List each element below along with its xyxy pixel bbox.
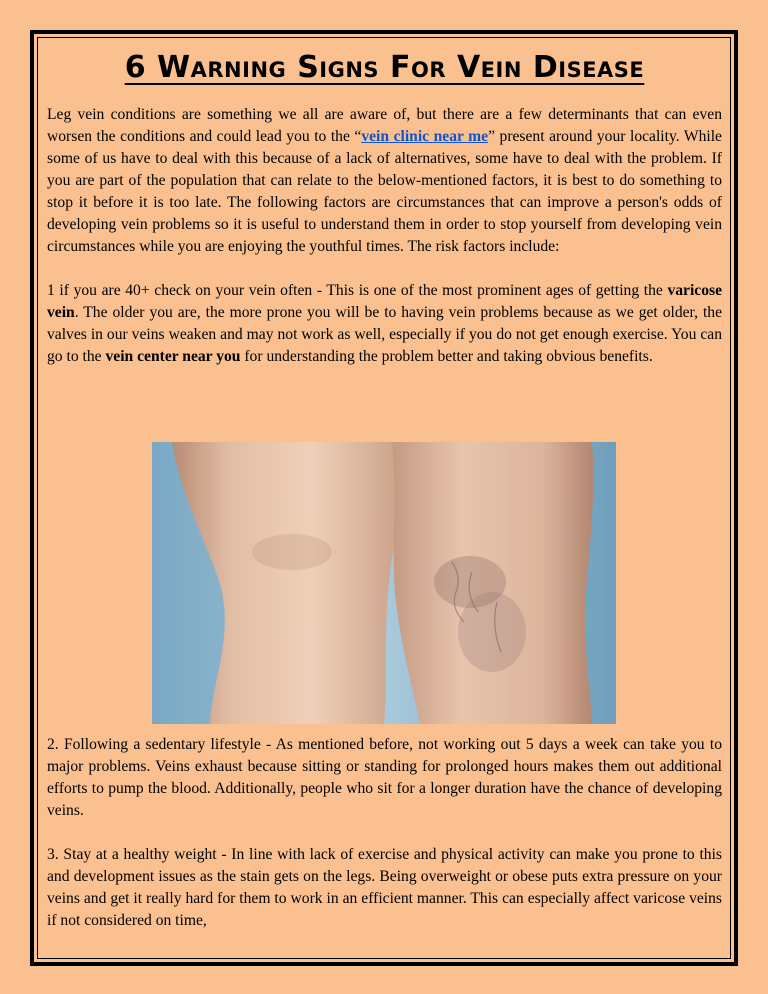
legs-illustration (152, 442, 616, 724)
vein-clinic-link[interactable]: vein clinic near me (361, 128, 489, 145)
document-title: 6 Warning Signs For Vein Disease (124, 50, 645, 85)
point-1-bold-vein-center: vein center near you (105, 348, 241, 365)
point-1-text-a: 1 if you are 40+ check on your vein often - This is one of the most prominent ages of getting the (47, 282, 668, 299)
point-3-paragraph: 3. Stay at a healthy weight - In line with lack of exercise and physical activity can make you prone to this and development issues as the stain gets on the legs. Being overweight or obese puts extra pressure on your veins and get it really hard for them to work in an efficient manner. This can especially affect varicose veins if not considered on time, (47, 846, 722, 929)
intro-text-before-link: Leg vein conditions are something we all are aware of, but there are a few determinants that can even worsen the conditions and could lead you to the “ (47, 106, 722, 145)
point-1-text-c: for understanding the problem better and taking obvious benefits. (240, 348, 653, 365)
intro-paragraph (47, 104, 722, 258)
point-1-paragraph (47, 280, 722, 368)
continued-content (47, 734, 722, 954)
point-2-paragraph: 2. Following a sedentary lifestyle - As mentioned before, not working out 5 days a week can take you to major problems. Veins exhaust because sitting or standing for prolonged hours makes them out additional efforts to pump the blood. Additionally, people who sit for a longer duration have the chance of developing veins. (47, 736, 722, 819)
point-1-text-b: . The older you are, the more prone you will be to having vein problems because as we get older, the valves in our veins weaken and may not work as well, especially if you do not get enough exercise. You can go to the (47, 304, 722, 365)
legs-varicose-veins-image (152, 442, 616, 724)
point-1-bold-varicose: varicose vein (47, 282, 722, 321)
document-content (47, 44, 722, 390)
intro-text-after-link: ” present around your locality. While some of us have to deal with this because of a lack of alternatives, some have to deal with the problem. If you are part of the population that can relate to the below-mentioned factors, it is best to do something to stop it before it is too late. The following factors are circumstances that can improve a person's odds of developing vein problems so it is useful to understand them in order to stop yourself from developing vein circumstances while you are enjoying the youthful times. The risk factors include: (47, 128, 722, 255)
